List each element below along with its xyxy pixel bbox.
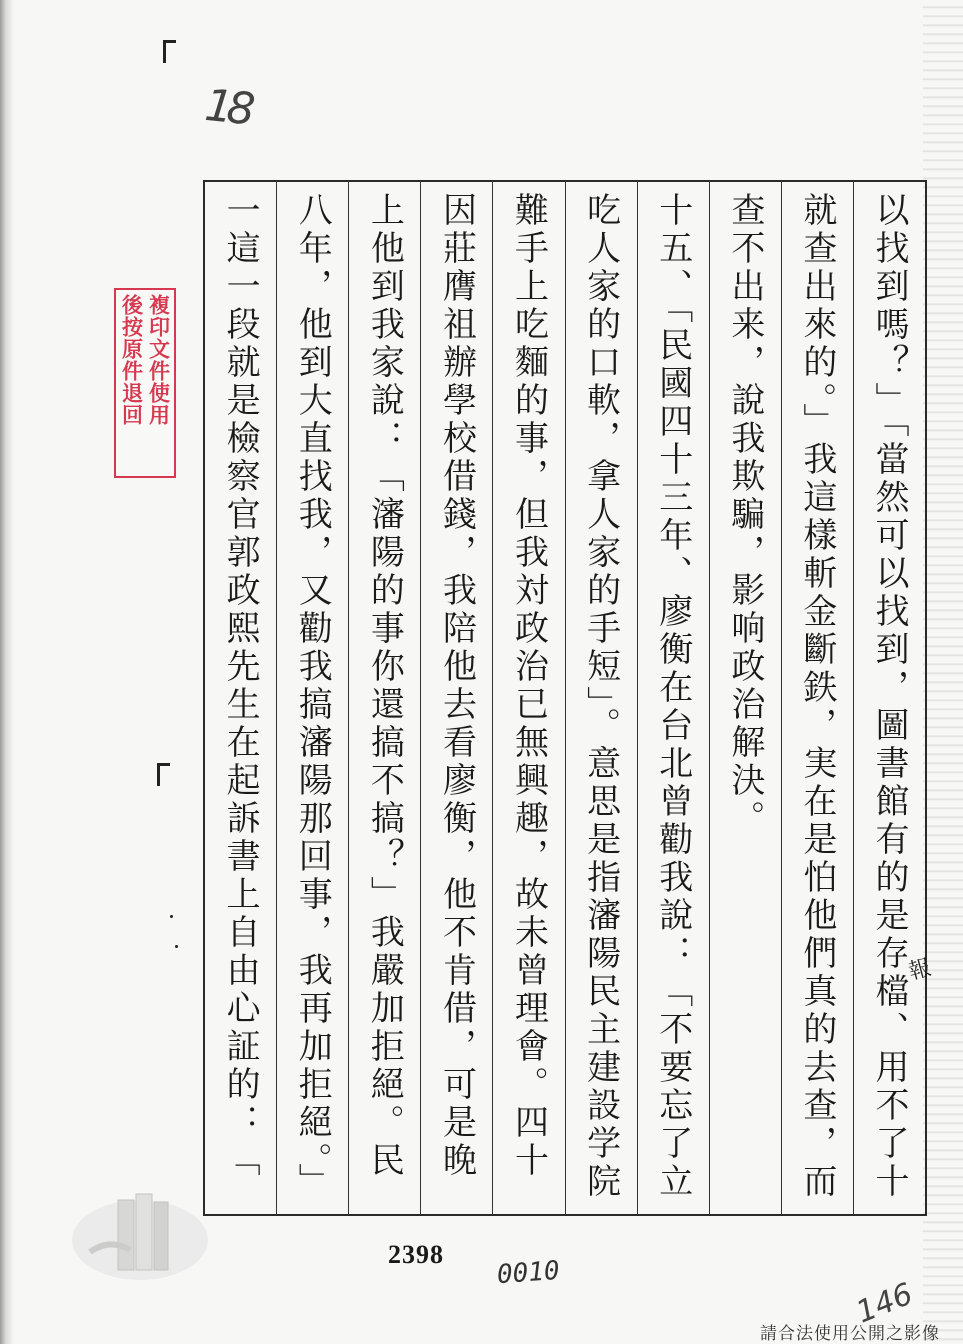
copy-use-stamp [114,288,176,478]
manuscript-column-8: 上他到我家說：「瀋陽的事你還搞不搞？」我嚴加拒絕。民 [348,180,420,1214]
archive-watermark-logo [70,1180,210,1290]
manuscript-column-9: 八年，他到大直找我，又勸我搞瀋陽那回事，我再加拒絕。」 [276,180,348,1214]
scan-speck [175,945,178,948]
stamp-text-right: 複印文件使用 [146,294,171,426]
scan-edge-right [923,0,963,1344]
manuscript-column-4: 十五、「民國四十三年、廖衡在台北曾勸我說：「不要忘了立 [637,180,709,1214]
crop-mark-top [163,40,176,63]
manuscript-column-2: 就查出來的。」我這樣斬金斷鉄，実在是怕他們真的去查，而 [781,180,853,1214]
page-number: 2398 [388,1240,444,1269]
scan-speck [170,915,173,918]
margin-correction-note: 報 [902,955,933,983]
manuscript-column-10: 一這一段就是檢察官郭政熙先生在起訴書上自由心証的：「 [220,192,261,1180]
stamp-text-left: 後按原件退回 [119,294,144,426]
manuscript-column-1: 以找到嗎？」「當然可以找到，圖書館有的是存檔、用不了十 [853,180,925,1214]
manuscript-columns [205,180,925,1214]
scan-edge-left [0,0,14,1344]
folio-number-top: 18 [202,79,252,136]
crop-mark-middle [157,763,170,786]
manuscript-grid [203,180,927,1216]
manuscript-column-6: 難手上吃麵的事，但我対政治已無興趣，故未曾理會。四十 [492,180,564,1214]
manuscript-column-3: 查不出来，說我欺騙，影响政治解決。 [709,180,781,1214]
manuscript-column-7: 因莊膺祖辦學校借錢，我陪他去看廖衡，他不肯借，可是晚 [420,180,492,1214]
corner-folio-number: 146 [851,1276,918,1331]
manuscript-column-5: 吃人家的口軟，拿人家的手短」。意思是指瀋陽民主建設学院 [565,180,637,1214]
handwritten-serial: 0010 [496,1255,561,1291]
usage-notice: 請合法使用公開之影像 [760,1324,940,1344]
